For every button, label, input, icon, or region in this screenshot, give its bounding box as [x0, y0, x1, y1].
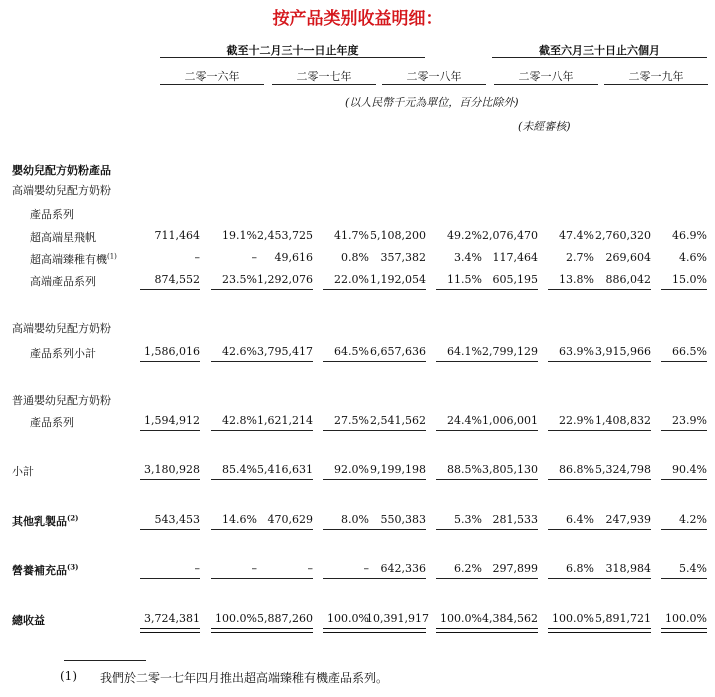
percent-cell: 6.8%	[566, 562, 594, 575]
subtotal-rule	[253, 430, 313, 431]
subtotal-rule	[211, 289, 257, 290]
subtotal-rule	[436, 289, 482, 290]
percent-cell: 23.5%	[222, 273, 257, 286]
amount-cell: 318,984	[605, 562, 651, 575]
percent-cell: 100.0%	[215, 612, 257, 625]
amount-cell: 5,416,631	[257, 463, 313, 476]
total-double-rule	[436, 628, 482, 633]
row-label-text: 超高端星飛帆	[30, 231, 96, 244]
total-double-rule	[478, 628, 538, 633]
percent-cell: 41.7%	[334, 229, 369, 242]
amount-cell: –	[194, 562, 200, 575]
percent-cell: 92.0%	[334, 463, 369, 476]
total-double-rule	[253, 628, 313, 633]
percent-cell: 42.8%	[222, 414, 257, 427]
row-label-text: 總收益	[12, 614, 45, 627]
row-label-text: 嬰幼兒配方奶粉產品	[12, 164, 111, 177]
percent-cell: –	[251, 562, 257, 575]
percent-cell: 3.4%	[454, 251, 482, 264]
subtotal-rule	[140, 430, 200, 431]
row-label	[30, 414, 74, 430]
row-label	[30, 273, 96, 289]
amount-cell: –	[194, 251, 200, 264]
subtotal-rule	[661, 289, 707, 290]
amount-cell: 5,108,200	[370, 229, 426, 242]
percent-cell: 66.5%	[672, 345, 707, 358]
subtotal-rule	[591, 578, 651, 579]
percent-cell: 14.6%	[222, 513, 257, 526]
row-label	[12, 182, 111, 198]
subtotal-rule	[478, 361, 538, 362]
subtotal-rule	[211, 578, 257, 579]
subtotal-rule	[478, 289, 538, 290]
amount-cell: 2,760,320	[595, 229, 651, 242]
amount-cell: 6,657,636	[370, 345, 426, 358]
subtotal-rule	[366, 578, 426, 579]
amount-cell: 605,195	[492, 273, 538, 286]
subtotal-rule	[140, 479, 200, 480]
subtotal-rule	[436, 529, 482, 530]
row-label	[12, 612, 45, 628]
amount-cell: 4,384,562	[482, 612, 538, 625]
total-double-rule	[548, 628, 594, 633]
percent-cell: 4.2%	[679, 513, 707, 526]
total-double-rule	[366, 628, 426, 633]
subtotal-rule	[478, 430, 538, 431]
percent-cell: 11.5%	[447, 273, 482, 286]
header-group-year-rule	[160, 57, 425, 58]
amount-cell: 642,336	[380, 562, 426, 575]
header-group-year: 截至十二月三十一日止年度	[226, 44, 359, 57]
amount-cell: 711,464	[154, 229, 200, 242]
percent-cell: 88.5%	[447, 463, 482, 476]
subtotal-rule	[661, 529, 707, 530]
amount-cell: 9,199,198	[370, 463, 426, 476]
percent-cell: 100.0%	[440, 612, 482, 625]
subtotal-rule	[436, 361, 482, 362]
percent-cell: 6.4%	[566, 513, 594, 526]
percent-cell: 8.0%	[341, 513, 369, 526]
year-header: 二零一七年	[296, 70, 352, 83]
amount-cell: 3,724,381	[144, 612, 200, 625]
subtotal-rule	[436, 578, 482, 579]
percent-cell: –	[363, 562, 369, 575]
amount-cell: 5,887,260	[257, 612, 313, 625]
subtotal-rule	[478, 578, 538, 579]
footnote-ref: (1)	[107, 252, 117, 261]
year-header: 二零一八年	[406, 70, 462, 83]
percent-cell: 4.6%	[679, 251, 707, 264]
row-label	[12, 162, 111, 178]
subtotal-rule	[140, 529, 200, 530]
percent-cell: 27.5%	[334, 414, 369, 427]
subtotal-rule	[323, 361, 369, 362]
percent-cell: 85.4%	[222, 463, 257, 476]
subtotal-rule	[140, 289, 200, 290]
unaudited-note: (未經審核)	[518, 120, 571, 133]
percent-cell: 13.8%	[559, 273, 594, 286]
row-label-text: 普通嬰幼兒配方奶粉	[12, 394, 111, 407]
amount-cell: 1,006,001	[482, 414, 538, 427]
subtotal-rule	[323, 430, 369, 431]
header-group-half: 截至六月三十日止六個月	[539, 44, 660, 57]
amount-cell: 2,076,470	[482, 229, 538, 242]
subtotal-rule	[253, 578, 313, 579]
amount-cell: 1,621,214	[257, 414, 313, 427]
percent-cell: 64.1%	[447, 345, 482, 358]
row-label	[30, 229, 96, 245]
subtotal-rule	[366, 289, 426, 290]
subtotal-rule	[548, 430, 594, 431]
year-header: 二零一六年	[184, 70, 240, 83]
subtotal-rule	[323, 578, 369, 579]
amount-cell: 2,541,562	[370, 414, 426, 427]
row-label-text: 產品系列小計	[30, 347, 96, 360]
percent-cell: 64.5%	[334, 345, 369, 358]
percent-cell: 23.9%	[672, 414, 707, 427]
row-label-text: 超高端臻稚有機	[30, 253, 107, 266]
row-label-text: 其他乳製品	[12, 515, 67, 528]
subtotal-rule	[323, 289, 369, 290]
subtotal-rule	[323, 529, 369, 530]
footnote-ref: (2)	[67, 513, 79, 523]
subtotal-rule	[366, 479, 426, 480]
footnote-marker: (1)	[60, 669, 77, 683]
subtotal-rule	[661, 430, 707, 431]
percent-cell: 42.6%	[222, 345, 257, 358]
amount-cell: 3,805,130	[482, 463, 538, 476]
percent-cell: 6.2%	[454, 562, 482, 575]
year-header-rule	[272, 84, 376, 85]
amount-cell: 117,464	[492, 251, 538, 264]
percent-cell: –	[251, 251, 257, 264]
subtotal-rule	[211, 361, 257, 362]
subtotal-rule	[253, 479, 313, 480]
percent-cell: 86.8%	[559, 463, 594, 476]
amount-cell: 1,594,912	[144, 414, 200, 427]
subtotal-rule	[548, 289, 594, 290]
subtotal-rule	[436, 430, 482, 431]
footnote-ref: (3)	[67, 562, 79, 572]
percent-cell: 5.3%	[454, 513, 482, 526]
subtotal-rule	[366, 529, 426, 530]
subtotal-rule	[366, 361, 426, 362]
amount-cell: 2,453,725	[257, 229, 313, 242]
row-label-text: 高端嬰幼兒配方奶粉	[12, 322, 111, 335]
row-label-text: 營養補充品	[12, 564, 67, 577]
amount-cell: 10,391,917	[366, 612, 429, 625]
page-title: 按产品类别收益明细：	[272, 9, 443, 29]
row-label-text: 高端嬰幼兒配方奶粉	[12, 184, 111, 197]
percent-cell: 100.0%	[552, 612, 594, 625]
row-label	[12, 562, 79, 578]
amount-cell: 1,586,016	[144, 345, 200, 358]
subtotal-rule	[211, 430, 257, 431]
percent-cell: 100.0%	[327, 612, 369, 625]
amount-cell: 297,899	[492, 562, 538, 575]
row-label	[30, 345, 96, 361]
subtotal-rule	[478, 529, 538, 530]
amount-cell: 5,891,721	[595, 612, 651, 625]
percent-cell: 24.4%	[447, 414, 482, 427]
amount-cell: 3,795,417	[257, 345, 313, 358]
percent-cell: 5.4%	[679, 562, 707, 575]
total-double-rule	[323, 628, 369, 633]
subtotal-rule	[661, 479, 707, 480]
amount-cell: 269,604	[605, 251, 651, 264]
total-double-rule	[591, 628, 651, 633]
year-header-rule	[604, 84, 708, 85]
subtotal-rule	[253, 529, 313, 530]
subtotal-rule	[591, 289, 651, 290]
subtotal-rule	[211, 479, 257, 480]
row-label	[12, 463, 34, 479]
amount-cell: 874,552	[154, 273, 200, 286]
amount-cell: 1,408,832	[595, 414, 651, 427]
amount-cell: 281,533	[492, 513, 538, 526]
row-label	[30, 206, 74, 222]
subtotal-rule	[436, 479, 482, 480]
subtotal-rule	[591, 479, 651, 480]
row-label	[12, 513, 79, 529]
footnote-rule	[64, 660, 146, 661]
percent-cell: 0.8%	[341, 251, 369, 264]
percent-cell: 22.9%	[559, 414, 594, 427]
percent-cell: 2.7%	[566, 251, 594, 264]
header-group-half-rule	[492, 57, 707, 58]
percent-cell: 46.9%	[672, 229, 707, 242]
subtotal-rule	[591, 361, 651, 362]
subtotal-rule	[548, 529, 594, 530]
amount-cell: 470,629	[267, 513, 313, 526]
total-double-rule	[140, 628, 200, 633]
total-double-rule	[211, 628, 257, 633]
subtotal-rule	[478, 479, 538, 480]
amount-cell: 5,324,798	[595, 463, 651, 476]
percent-cell: 15.0%	[672, 273, 707, 286]
year-header-rule	[494, 84, 598, 85]
percent-cell: 47.4%	[559, 229, 594, 242]
year-header: 二零一九年	[628, 70, 684, 83]
amount-cell: 1,192,054	[370, 273, 426, 286]
amount-cell: 550,383	[380, 513, 426, 526]
subtotal-rule	[211, 529, 257, 530]
subtotal-rule	[591, 529, 651, 530]
percent-cell: 90.4%	[672, 463, 707, 476]
amount-cell: 543,453	[154, 513, 200, 526]
amount-cell: 49,616	[274, 251, 313, 264]
percent-cell: 22.0%	[334, 273, 369, 286]
subtotal-rule	[323, 479, 369, 480]
unit-note: (以人民幣千元為單位，百分比除外)	[345, 96, 519, 109]
amount-cell: 1,292,076	[257, 273, 313, 286]
subtotal-rule	[140, 361, 200, 362]
subtotal-rule	[548, 578, 594, 579]
row-label-text: 高端產品系列	[30, 275, 96, 288]
amount-cell: 3,180,928	[144, 463, 200, 476]
subtotal-rule	[548, 361, 594, 362]
row-label	[12, 320, 111, 336]
percent-cell: 49.2%	[447, 229, 482, 242]
row-label-text: 小計	[12, 465, 34, 478]
subtotal-rule	[591, 430, 651, 431]
subtotal-rule	[253, 289, 313, 290]
amount-cell: 2,799,129	[482, 345, 538, 358]
total-double-rule	[661, 628, 707, 633]
subtotal-rule	[366, 430, 426, 431]
year-header-rule	[382, 84, 486, 85]
amount-cell: 3,915,966	[595, 345, 651, 358]
amount-cell: 886,042	[605, 273, 651, 286]
subtotal-rule	[253, 361, 313, 362]
row-label-text: 產品系列	[30, 208, 74, 221]
row-label	[30, 251, 117, 267]
row-label	[12, 392, 111, 408]
amount-cell: –	[307, 562, 313, 575]
subtotal-rule	[661, 361, 707, 362]
subtotal-rule	[140, 578, 200, 579]
year-header: 二零一八年	[518, 70, 574, 83]
amount-cell: 247,939	[605, 513, 651, 526]
amount-cell: 357,382	[380, 251, 426, 264]
subtotal-rule	[548, 479, 594, 480]
percent-cell: 100.0%	[665, 612, 707, 625]
subtotal-rule	[661, 578, 707, 579]
percent-cell: 63.9%	[559, 345, 594, 358]
percent-cell: 19.1%	[222, 229, 257, 242]
row-label-text: 產品系列	[30, 416, 74, 429]
year-header-rule	[160, 84, 264, 85]
footnote-text: 我們於二零一七年四月推出超高端臻稚有機產品系列。	[100, 671, 389, 685]
